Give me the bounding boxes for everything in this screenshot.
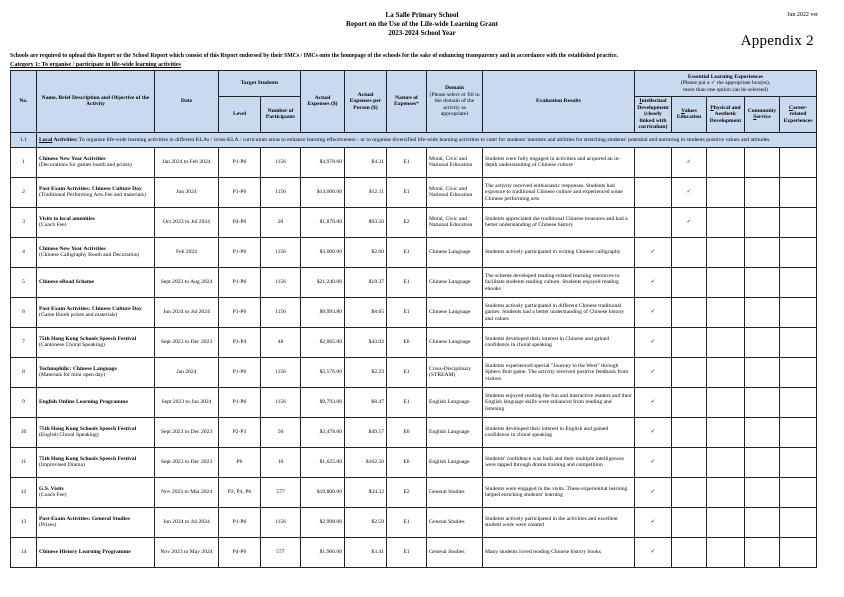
domain: Chinese Language — [427, 237, 483, 267]
activity-date: Oct 2023 to Jul 2024 — [155, 207, 219, 237]
nature-of-expenses: E1 — [387, 267, 427, 297]
evaluation-results: The scheme developed reading-related learning resources to facilitate students reading culture. Students enjoyed reading ebooks — [483, 267, 635, 297]
activity-name-cell: 75th Hong Kong Schools Speech Festival (English Choral Speaking) — [37, 417, 155, 447]
activity-date: Sept 2023 to Jun 2024 — [155, 387, 219, 417]
table-header — [11, 71, 817, 133]
ele-check-0 — [635, 207, 672, 237]
evaluation-results: Students experienced special "Journey to the West" through Sphero Bolt game. The activity received positive feedback from visitors — [483, 357, 635, 387]
ele-check-4 — [780, 447, 817, 477]
ele-check-1 — [672, 357, 707, 387]
activity-name-cell: Technophilic: Chinese Language (Materials for mini open day) — [37, 357, 155, 387]
target-level: P1-P6 — [219, 177, 261, 207]
activity-row — [11, 477, 817, 507]
col-header-target-students: Target Students — [219, 71, 301, 97]
evaluation-results: Students actively participated in writing Chinese calligraphy — [483, 237, 635, 267]
activity-row — [11, 207, 817, 237]
participants-count: 577 — [261, 477, 301, 507]
activity-row — [11, 387, 817, 417]
ele-check-0 — [635, 147, 672, 177]
ele-check-4 — [780, 237, 817, 267]
ele-check-0: ✓ — [635, 357, 672, 387]
target-level: P3-P4 — [219, 327, 261, 357]
activity-row — [11, 357, 817, 387]
row-number: 1 — [11, 147, 37, 177]
ele-check-0: ✓ — [635, 267, 672, 297]
col-header-level: Level — [219, 97, 261, 133]
evaluation-results: Students were fully engaged in activities and acquired an in-depth understanding of Chinese culture — [483, 147, 635, 177]
evaluation-results: Students' confidence was built and their multiple intelligences were tapped through drama training and competition — [483, 447, 635, 477]
evaluation-results: Students were engaged in the visits. These experiential learning helped enriching students' learning — [483, 477, 635, 507]
actual-expenses: $2,576.00 — [301, 357, 345, 387]
participants-count: 1156 — [261, 507, 301, 537]
col-header-ele-1: Values Education — [672, 97, 707, 133]
section-description: Local Activities: To organise life-wide learning activities in different KLAs / cross-KLA / curriculum areas to enhance learning effectiveness - or to organise diversified life-wide learning activities to cater for students' interests and abilities for stretching students' potential and nurturing in students positive values and attitudes — [37, 132, 817, 147]
participants-count: 577 — [261, 537, 301, 567]
ele-check-2 — [707, 267, 745, 297]
target-level: P1-P6 — [219, 357, 261, 387]
activity-date: Jan 2024 to Feb 2024 — [155, 147, 219, 177]
activity-name-cell: Post-Exam Activities: Chinese Culture Day (Game Booth prizes and materials) — [37, 297, 155, 327]
actual-expenses: $2,478.60 — [301, 417, 345, 447]
col-header-ele-0: Intellectual Development (closely linked with curriculum) — [635, 97, 672, 133]
participants-count: 1156 — [261, 357, 301, 387]
activity-name-cell: Chinese New Year Activities (Chinese Calligraphy Booth and Decoration) — [37, 237, 155, 267]
target-level: P1-P6 — [219, 267, 261, 297]
ele-check-4 — [780, 507, 817, 537]
participants-count: 1156 — [261, 267, 301, 297]
ele-check-0 — [635, 177, 672, 207]
ele-check-3 — [745, 477, 780, 507]
row-number: 6 — [11, 297, 37, 327]
actual-expenses: $2,998.00 — [301, 507, 345, 537]
ele-check-1 — [672, 447, 707, 477]
ele-check-0: ✓ — [635, 237, 672, 267]
evaluation-results: Students developed their interest in English and gained confidence in choral speaking — [483, 417, 635, 447]
section-number: 1.1 — [11, 132, 37, 147]
ele-check-2 — [707, 327, 745, 357]
activity-name-cell: 75th Hong Kong Schools Speech Festival (Improvised Drama) — [37, 447, 155, 477]
domain-note: (Please select or fill in the domain of the activity as appropriate) — [429, 91, 480, 118]
nature-of-expenses: E1 — [387, 537, 427, 567]
ele-check-0: ✓ — [635, 417, 672, 447]
ele-check-4 — [780, 537, 817, 567]
category-title: Category 1: To organise / participate in life-wide learning activities — [10, 62, 181, 68]
activity-name-cell: Visits to local amenities (Coach Fee) — [37, 207, 155, 237]
activity-date: Nov 2023 to May 2024 — [155, 537, 219, 567]
row-number: 2 — [11, 177, 37, 207]
ele-check-2 — [707, 447, 745, 477]
domain: Chinese Language — [427, 267, 483, 297]
participants-count: 48 — [261, 327, 301, 357]
domain: General Studies — [427, 477, 483, 507]
ele-check-1: ✓ — [672, 207, 707, 237]
nature-of-expenses: E1 — [387, 237, 427, 267]
ele-check-4 — [780, 207, 817, 237]
evaluation-results: Students developed their interest in Chinese and gained confidence in choral speaking — [483, 327, 635, 357]
ele-check-1: ✓ — [672, 177, 707, 207]
school-name: La Salle Primary School — [385, 11, 459, 19]
row-number: 13 — [11, 507, 37, 537]
ele-check-1 — [672, 297, 707, 327]
ele-check-3 — [745, 507, 780, 537]
expenses-per-person: $12.11 — [345, 177, 387, 207]
ele-check-1 — [672, 267, 707, 297]
row-number: 5 — [11, 267, 37, 297]
col-header-evaluation-results: Evaluation Results — [483, 71, 635, 133]
evaluation-results: Students actively participated in the activities and excellent student work were created — [483, 507, 635, 537]
col-header-date: Date — [155, 71, 219, 133]
col-header-ele-2: Physical and Aesthetic Development — [707, 97, 745, 133]
ele-check-2 — [707, 237, 745, 267]
participants-count: 1156 — [261, 387, 301, 417]
row-number: 14 — [11, 537, 37, 567]
domain: English Language — [427, 387, 483, 417]
ele-check-0: ✓ — [635, 297, 672, 327]
target-level: P1-P6 — [219, 237, 261, 267]
activity-row — [11, 507, 817, 537]
row-number: 8 — [11, 357, 37, 387]
ele-check-4 — [780, 177, 817, 207]
ele-check-3 — [745, 177, 780, 207]
ele-check-2 — [707, 417, 745, 447]
row-number: 11 — [11, 447, 37, 477]
participants-count: 50 — [261, 417, 301, 447]
actual-expenses: $14,000.00 — [301, 177, 345, 207]
activity-name-cell: G.S. Visits (Coach Fee) — [37, 477, 155, 507]
ele-check-2 — [707, 147, 745, 177]
activity-date: Sept 2023 to Aug 2024 — [155, 267, 219, 297]
domain-title: Domain — [445, 85, 464, 91]
target-level: P1-P6 — [219, 507, 261, 537]
ele-check-0: ✓ — [635, 327, 672, 357]
actual-expenses: $21,240.00 — [301, 267, 345, 297]
llg-report-table — [10, 70, 817, 568]
actual-expenses: $3,000.00 — [301, 237, 345, 267]
participants-count: 1156 — [261, 297, 301, 327]
domain: Moral, Civic and National Education — [427, 147, 483, 177]
col-header-nature-of-expenses: Nature of Expenses* — [387, 71, 427, 133]
activity-date: Feb 2024 — [155, 237, 219, 267]
activity-row — [11, 177, 817, 207]
expenses-per-person: $8.65 — [345, 297, 387, 327]
nature-of-expenses: E1 — [387, 177, 427, 207]
target-level: P4-P6 — [219, 207, 261, 237]
domain: General Studies — [427, 507, 483, 537]
nature-of-expenses: E1 — [387, 507, 427, 537]
row-number: 3 — [11, 207, 37, 237]
participants-count: 20 — [261, 207, 301, 237]
ele-check-4 — [780, 297, 817, 327]
ele-check-3 — [745, 537, 780, 567]
target-level: P2, P4, P6 — [219, 477, 261, 507]
target-level: P1-P6 — [219, 147, 261, 177]
activity-row — [11, 417, 817, 447]
ele-check-1 — [672, 417, 707, 447]
ele-check-4 — [780, 147, 817, 177]
actual-expenses: $1,966.00 — [301, 537, 345, 567]
ele-check-1: ✓ — [672, 147, 707, 177]
ele-check-3 — [745, 327, 780, 357]
nature-of-expenses: E1 — [387, 147, 427, 177]
participants-count: 1156 — [261, 147, 301, 177]
domain: General Studies — [427, 537, 483, 567]
domain: English Language — [427, 447, 483, 477]
activity-date: Sept 2023 to Dec 2023 — [155, 417, 219, 447]
report-title: Report on the Use of the Life-wide Learning Grant — [345, 20, 499, 28]
ele-check-4 — [780, 357, 817, 387]
ele-check-0: ✓ — [635, 507, 672, 537]
row-number: 4 — [11, 237, 37, 267]
school-year: 2023-2024 School Year — [388, 29, 456, 37]
ele-check-2 — [707, 537, 745, 567]
actual-expenses: $4,978.60 — [301, 147, 345, 177]
ele-check-1 — [672, 327, 707, 357]
activity-row — [11, 237, 817, 267]
ele-check-2 — [707, 387, 745, 417]
activity-name-cell: English Online Learning Programme — [37, 387, 155, 417]
nature-of-expenses: E1 — [387, 357, 427, 387]
ele-check-3 — [745, 297, 780, 327]
activity-name-cell: Post-Exam Activities: Chinese Culture Day (Traditional Performing Arts Fee and materials) — [37, 177, 155, 207]
ele-check-1 — [672, 237, 707, 267]
activity-row — [11, 297, 817, 327]
activity-date: Jun 2024 — [155, 177, 219, 207]
target-level: P6 — [219, 447, 261, 477]
actual-expenses: $9,793.00 — [301, 387, 345, 417]
ele-check-2 — [707, 177, 745, 207]
ele-check-1 — [672, 477, 707, 507]
ele-check-0: ✓ — [635, 387, 672, 417]
evaluation-results: Students actively participated in different Chinese traditional games. Students had a better understanding of Chinese history and values — [483, 297, 635, 327]
evaluation-results: Students enjoyed reading the fun and interactive readers and their English language skills were enhanced from reading and listening — [483, 387, 635, 417]
actual-expenses: $1,870.00 — [301, 207, 345, 237]
col-header-activity-name: Name, Brief Description and Objective of the Activity — [37, 71, 155, 133]
participants-count: 10 — [261, 447, 301, 477]
participants-count: 1156 — [261, 237, 301, 267]
ele-title: Essential Learning Experiences — [687, 73, 764, 80]
ele-check-3 — [745, 237, 780, 267]
participants-count: 1156 — [261, 177, 301, 207]
col-header-no: No. — [11, 71, 37, 133]
ele-check-1 — [672, 387, 707, 417]
evaluation-results: Students appreciated the traditional Chinese treasures and had a better understanding of Chinese history — [483, 207, 635, 237]
activity-name-cell: Chinese New Year Activities (Decorations for games booth and prizes) — [37, 147, 155, 177]
domain: Moral, Civic and National Education — [427, 177, 483, 207]
row-number: 7 — [11, 327, 37, 357]
activity-name-cell: Chinese eRead Scheme — [37, 267, 155, 297]
nature-of-expenses: E6 — [387, 327, 427, 357]
ele-check-3 — [745, 207, 780, 237]
ele-check-3 — [745, 147, 780, 177]
document-header — [0, 11, 844, 38]
activity-date: Sept 2023 to Dec 2023 — [155, 447, 219, 477]
expenses-per-person: $34.32 — [345, 477, 387, 507]
ele-check-4 — [780, 477, 817, 507]
domain: Chinese Language — [427, 327, 483, 357]
activity-row — [11, 327, 817, 357]
nature-of-expenses: E1 — [387, 387, 427, 417]
col-header-actual-expenses: Actual Expenses ($) — [301, 71, 345, 133]
ele-check-2 — [707, 507, 745, 537]
activity-row — [11, 147, 817, 177]
nature-of-expenses: E6 — [387, 447, 427, 477]
row-number: 10 — [11, 417, 37, 447]
col-header-essential-learning-experiences — [635, 71, 817, 97]
domain: Chinese Language — [427, 297, 483, 327]
expenses-per-person: $3.41 — [345, 537, 387, 567]
expenses-per-person: $162.50 — [345, 447, 387, 477]
expenses-per-person: $2.23 — [345, 357, 387, 387]
expenses-per-person: $2.59 — [345, 507, 387, 537]
ele-check-4 — [780, 267, 817, 297]
activity-row — [11, 267, 817, 297]
col-header-ele-4: Career-related Experiences — [780, 97, 817, 133]
activity-row — [11, 447, 817, 477]
evaluation-results: Many students loved reading Chinese history books — [483, 537, 635, 567]
activity-date: Jun 2024 to Jul 2024 — [155, 507, 219, 537]
ele-check-1 — [672, 507, 707, 537]
row-number: 12 — [11, 477, 37, 507]
ele-check-0: ✓ — [635, 537, 672, 567]
target-level: P1-P6 — [219, 387, 261, 417]
expenses-per-person: $18.37 — [345, 267, 387, 297]
target-level: P4-P6 — [219, 537, 261, 567]
actual-expenses: $19,800.00 — [301, 477, 345, 507]
ele-check-4 — [780, 387, 817, 417]
ele-check-1 — [672, 537, 707, 567]
section-row-local-activities — [11, 132, 817, 147]
domain: Cross-Disciplinary (STREAM) — [427, 357, 483, 387]
ele-check-4 — [780, 417, 817, 447]
col-header-expenses-per-person: Actual Expenses per Person ($) — [345, 71, 387, 133]
ele-check-2 — [707, 297, 745, 327]
ele-check-4 — [780, 327, 817, 357]
version-note: Jun 2022 ver — [787, 12, 818, 18]
ele-check-2 — [707, 477, 745, 507]
appendix-label: Appendix 2 — [740, 33, 814, 49]
ele-check-3 — [745, 387, 780, 417]
expenses-per-person: $4.31 — [345, 147, 387, 177]
ele-check-2 — [707, 357, 745, 387]
expenses-per-person: $43.02 — [345, 327, 387, 357]
activity-name-cell: 75th Hong Kong Schools Speech Festival (Cantonese Choral Speaking) — [37, 327, 155, 357]
nature-of-expenses: E6 — [387, 417, 427, 447]
nature-of-expenses: E2 — [387, 477, 427, 507]
upload-note: Schools are required to upload this Report or the School Report which consist of this Report endorsed by their SMCs / IMCs onto the homepage of the schools for the sake of enhancing transparency and in accordance with the established practice. — [10, 53, 619, 59]
expenses-per-person: $2.60 — [345, 237, 387, 267]
actual-expenses: $1,625.00 — [301, 447, 345, 477]
col-header-ele-3: Community Service — [745, 97, 780, 133]
domain: Moral, Civic and National Education — [427, 207, 483, 237]
actual-expenses: $2,065.00 — [301, 327, 345, 357]
target-level: P1-P6 — [219, 297, 261, 327]
activity-row — [11, 537, 817, 567]
activity-name-cell: Post-Exam Activities: General Studies (Prizes) — [37, 507, 155, 537]
ele-check-0: ✓ — [635, 477, 672, 507]
ele-note-2: more than one option can be selected) — [683, 86, 768, 93]
activity-date: Sept 2023 to Dec 2023 — [155, 327, 219, 357]
ele-check-2 — [707, 207, 745, 237]
expenses-per-person: $49.57 — [345, 417, 387, 447]
row-number: 9 — [11, 387, 37, 417]
nature-of-expenses: E2 — [387, 207, 427, 237]
nature-of-expenses: E1 — [387, 297, 427, 327]
ele-check-0: ✓ — [635, 447, 672, 477]
activity-date: Nov 2023 to Mar 2024 — [155, 477, 219, 507]
expenses-per-person: $8.47 — [345, 387, 387, 417]
ele-check-3 — [745, 447, 780, 477]
activity-name-cell: Chinese History Learning Programme — [37, 537, 155, 567]
activity-date: Jan 2024 — [155, 357, 219, 387]
actual-expenses: $9,994.80 — [301, 297, 345, 327]
domain: English Language — [427, 417, 483, 447]
ele-check-3 — [745, 417, 780, 447]
activity-date: Jun 2024 to Jul 2024 — [155, 297, 219, 327]
ele-check-3 — [745, 267, 780, 297]
evaluation-results: The activity received enthusiastic responses. Students had exposure to traditional Chinese culture and experienced some Chinese performing arts — [483, 177, 635, 207]
target-level: P2-P3 — [219, 417, 261, 447]
ele-check-3 — [745, 357, 780, 387]
col-header-domain — [427, 71, 483, 133]
ele-note-1: (Please put a ✓ the appropriate box(es), — [680, 80, 771, 87]
col-header-participants: Number of Participants — [261, 97, 301, 133]
expenses-per-person: $93.50 — [345, 207, 387, 237]
